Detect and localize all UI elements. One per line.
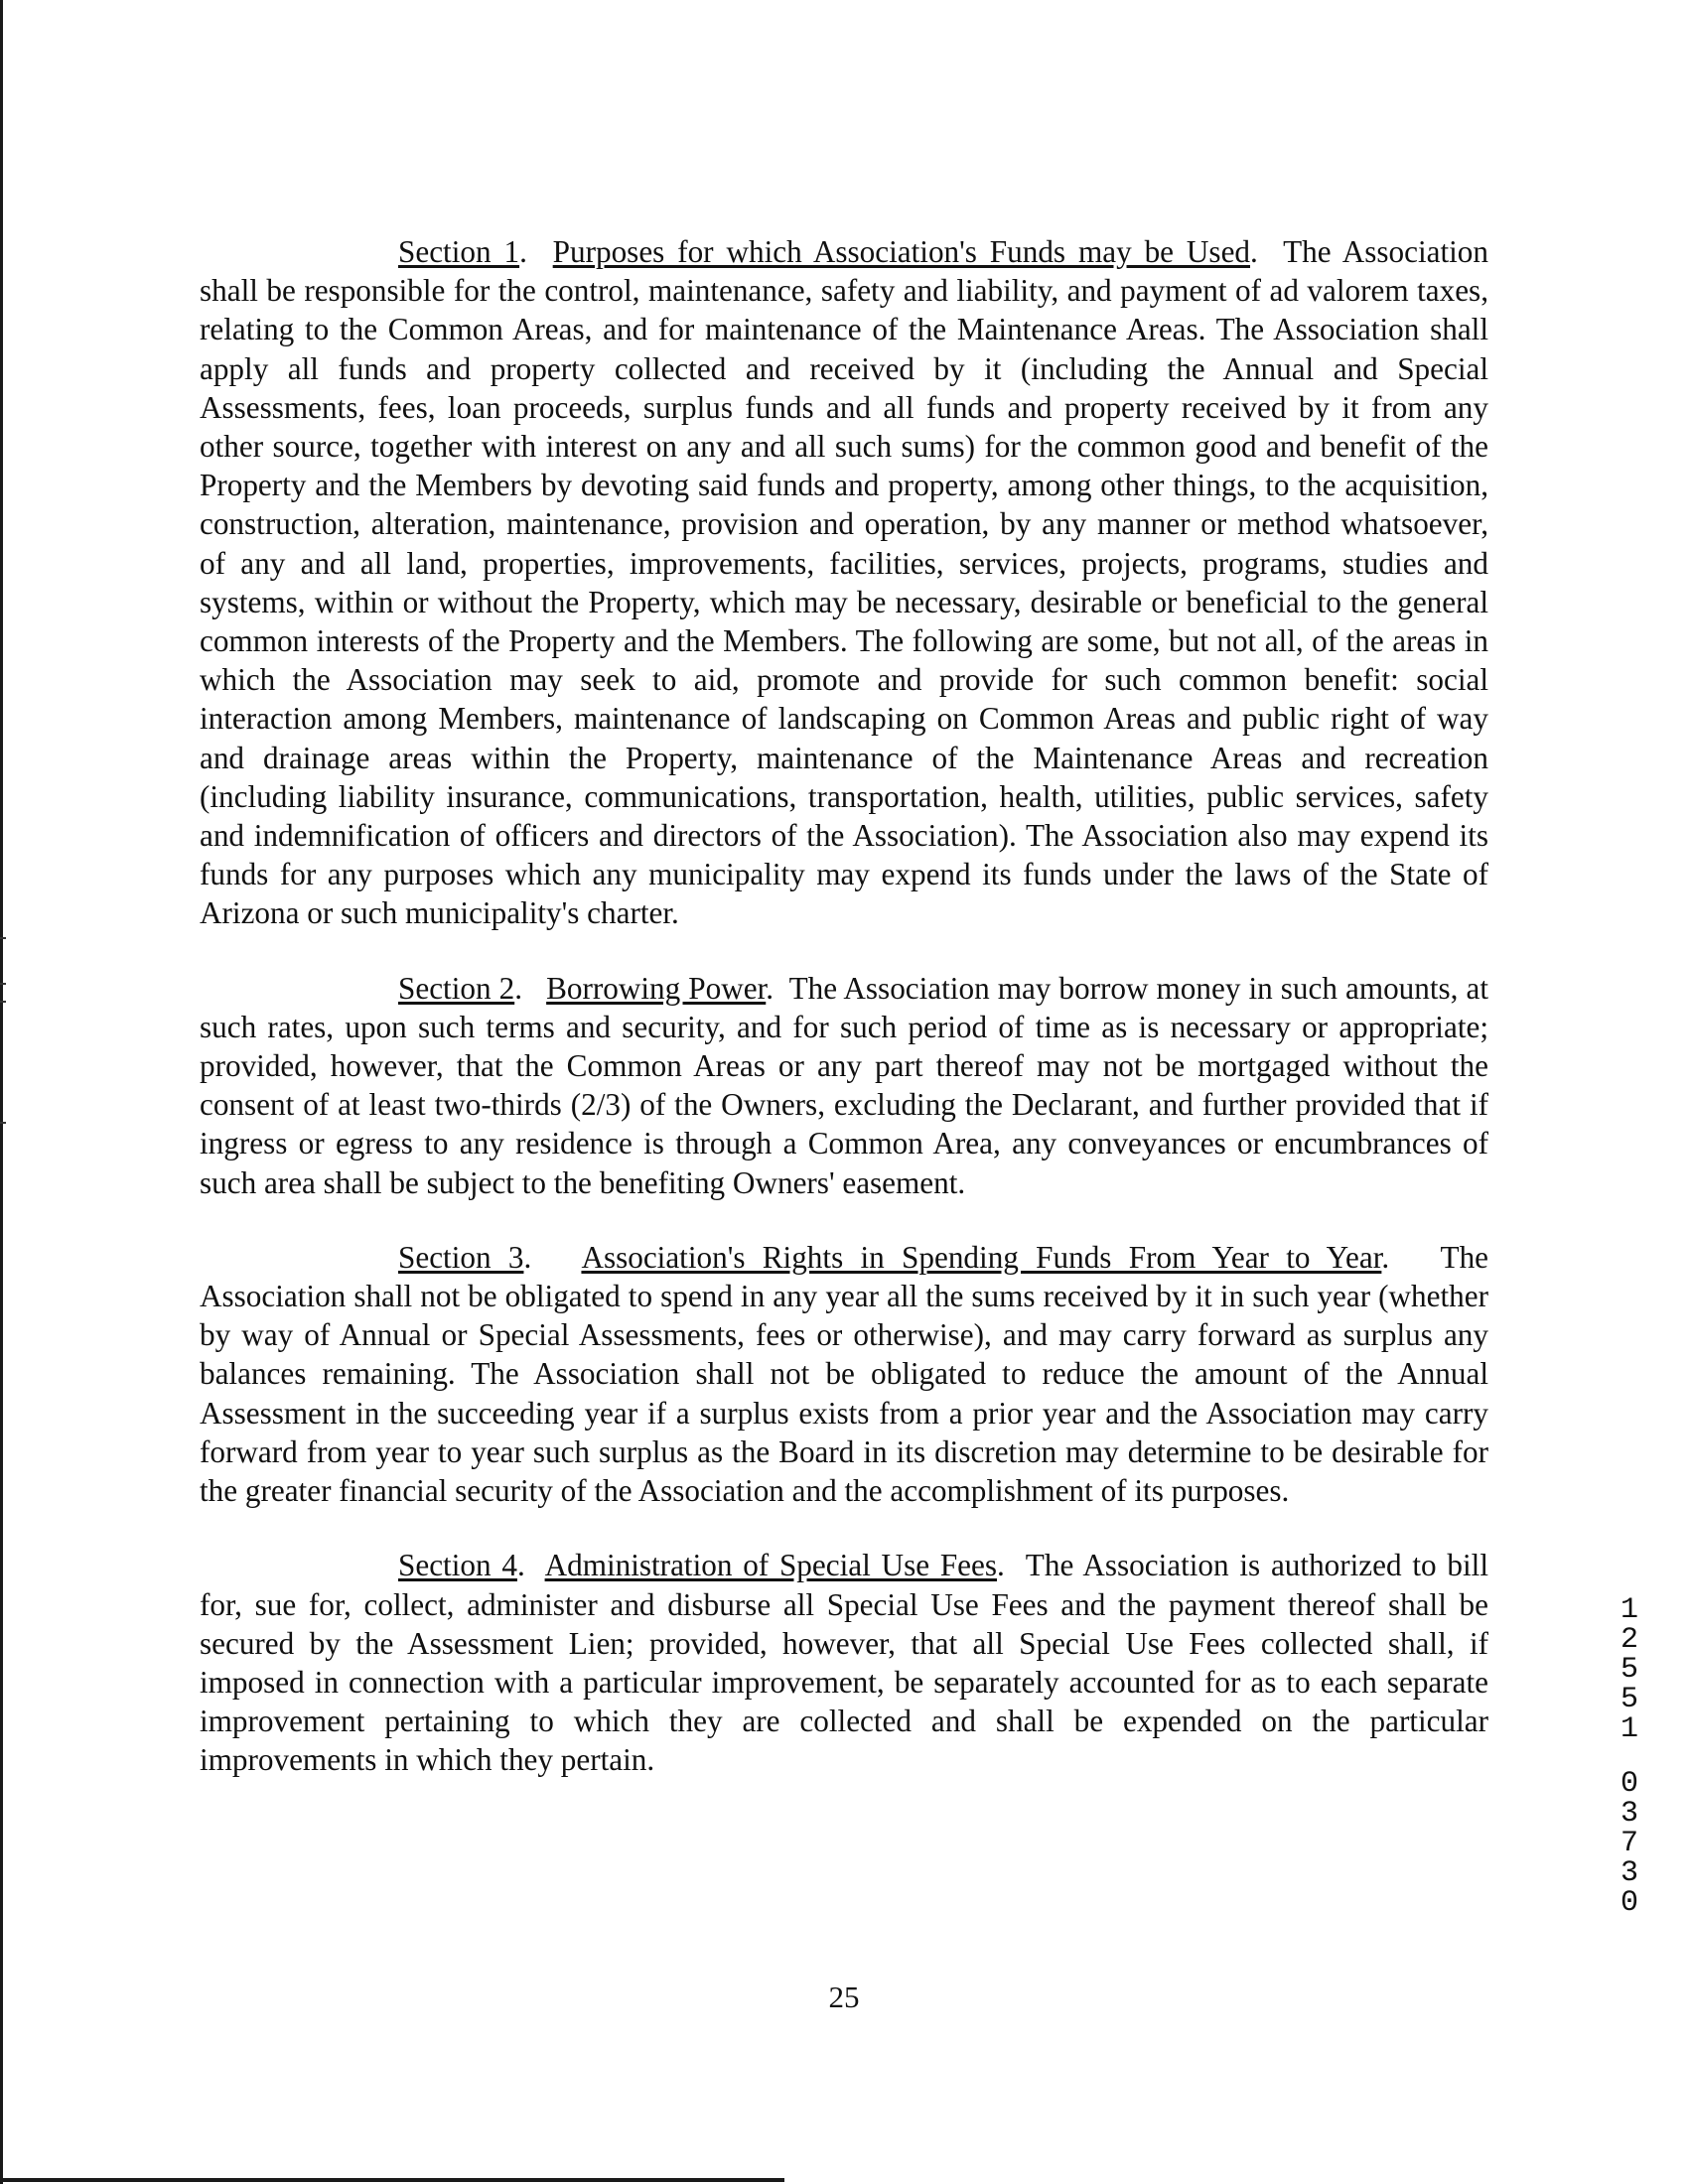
scan-tick xyxy=(0,1001,6,1003)
section-3-body: The Association shall not be obligated to spend in any year all the sums received by it in such year (whether by way of Annual or Special Assessments, fees or otherwise), and may carry forward as surplus any balances remaining. The Association shall not be obligated to reduce the amount of the Annual Assessment in the succeeding year if a surplus exists from a prior year and the Association may carry forward from year to year such surplus as the Board in its discretion may determine to be desirable for the greater financial security of the Association and the accomplishment of its purposes. xyxy=(200,1239,1489,1509)
section-3: Section 3. Association's Rights in Spending Funds From Year to Year. The Association shall not be obligated to spend in any year all the sums received by it in such year (whether by way of Annual or Special Assessments, fees or otherwise), and may carry forward as surplus any balances remaining. The Association shall not be obligated to reduce the amount of the Annual Assessment in the succeeding year if a surplus exists from a prior year and the Association may carry forward from year to year such surplus as the Board in its discretion may determine to be desirable for the greater financial security of the Association and the accomplishment of its purposes. xyxy=(200,1239,1489,1509)
scan-tick xyxy=(0,1122,6,1124)
section-4-title: Administration of Special Use Fees xyxy=(544,1548,997,1583)
section-1-body: The Association shall be responsible for the control, maintenance, safety and liability, and payment of ad valorem taxes, relating to the Common Areas, and for maintenance of the Maintenance Areas. The Association shall apply all funds and property collected and received by it (including the Annual and Special Assessments, fees, loan proceeds, surplus funds and all funds and property received by it from any other source, together with interest on any and all such sums) for the common good and benefit of the Property and the Members by devoting said funds and property, among other things, to the acquisition, construction, alteration, maintenance, provision and operation, by any manner or method whatsoever, of any and all land, properties, improvements, facilities, services, projects, programs, studies and systems, within or without the Property, which may be necessary, desirable or beneficial to the general common interests of the Property and the Members. The following are some, but not all, of the areas in which the Association may seek to aid, promote and provide for such common benefit: social interaction among Members, maintenance of landscaping on Common Areas and public right of way and drainage areas within the Property, maintenance of the Maintenance Areas and recreation (including liability insurance, communications, transportation, health, utilities, public services, safety and indemnification of officers and directors of the Association). The Association also may expend its funds for any purposes which any municipality may expend its funds under the laws of the State of Arizona or such municipality's charter. xyxy=(200,234,1488,931)
scan-tick xyxy=(0,983,6,985)
section-2: Section 2. Borrowing Power. The Association may borrow money in such amounts, at such rates, upon such terms and security, and for such period of time as is necessary or appropriate; provided, however, that the Common Areas or any part thereof may not be mortgaged without the consent of at least two-thirds (2/3) of the Owners, excluding the Declarant, and further provided that if ingress or egress to any residence is through a Common Area, any conveyances or encumbrances of such area shall be subject to the benefiting Owners' easement. xyxy=(200,970,1489,1200)
section-4: Section 4. Administration of Special Use Fees. The Association is authorized to bill for, sue for, collect, administer and disburse all Special Use Fees and the payment thereof shall be secured by the Assessment Lien; provided, however, that all Special Use Fees collected shall, if imposed in connection with a particular improvement, be separately accounted for as to each separate improvement pertaining to which they are collected and shall be expended on the particular improvements in which they pertain. xyxy=(200,1548,1488,1778)
page-number: 25 xyxy=(828,1979,860,2014)
scan-border-left xyxy=(0,0,3,2184)
section-1: Section 1. Purposes for which Association's Funds may be Used. The Association shall be responsible for the control, maintenance, safety and liability, and payment of ad valorem taxes, relating to the Common Areas, and for maintenance of the Maintenance Areas. The Association shall apply all funds and property collected and received by it (including the Annual and Special Assessments, fees, loan proceeds, surplus funds and all funds and property received by it from any other source, together with interest on any and all such sums) for the common good and benefit of the Property and the Members by devoting said funds and property, among other things, to the acquisition, construction, alteration, maintenance, provision and operation, by any manner or method whatsoever, of any and all land, properties, improvements, facilities, services, projects, programs, studies and systems, within or without the Property, which may be necessary, desirable or beneficial to the general common interests of the Property and the Members. The following are some, but not all, of the areas in which the Association may seek to aid, promote and provide for such common benefit: social interaction among Members, maintenance of landscaping on Common Areas and public right of way and drainage areas within the Property, maintenance of the Maintenance Areas and recreation (including liability insurance, communications, transportation, health, utilities, public services, safety and indemnification of officers and directors of the Association). The Association also may expend its funds for any purposes which any municipality may expend its funds under the laws of the State of Arizona or such municipality's charter. xyxy=(200,234,1488,931)
section-3-title: Association's Rights in Spending Funds From Year to Year xyxy=(581,1239,1382,1275)
section-4-body: The Association is authorized to bill for, sue for, collect, administer and disburse all Special Use Fees and the payment thereof shall be secured by the Assessment Lien; provided, however, that all Special Use Fees collected shall, if imposed in connection with a particular improvement, be separately accounted for as to each separate improvement pertaining to which they are collected and shall be expended on the particular improvements in which they pertain. xyxy=(200,1548,1488,1778)
section-2-body: The Association may borrow money in such amounts, at such rates, upon such terms and security, and for such period of time as is necessary or appropriate; provided, however, that the Common Areas or any part thereof may not be mortgaged without the consent of at least two-thirds (2/3) of the Owners, excluding the Declarant, and further provided that if ingress or egress to any residence is through a Common Area, any conveyances or encumbrances of such area shall be subject to the benefiting Owners' easement. xyxy=(200,970,1489,1200)
scan-tick xyxy=(0,937,6,939)
section-1-label: Section 1 xyxy=(398,234,520,269)
document-body xyxy=(200,232,1488,1780)
section-1-title: Purposes for which Association's Funds may be Used xyxy=(552,234,1251,269)
scan-border-bottom xyxy=(0,2178,784,2182)
recording-number-part-1: 12551 xyxy=(1620,1593,1638,1746)
section-2-title: Borrowing Power xyxy=(546,970,767,1006)
recording-number xyxy=(1613,1593,1646,1920)
section-2-label: Section 2 xyxy=(398,970,515,1006)
recording-number-part-2: 03730 xyxy=(1620,1767,1638,1920)
section-4-label: Section 4 xyxy=(398,1548,517,1583)
section-3-label: Section 3 xyxy=(398,1239,524,1275)
